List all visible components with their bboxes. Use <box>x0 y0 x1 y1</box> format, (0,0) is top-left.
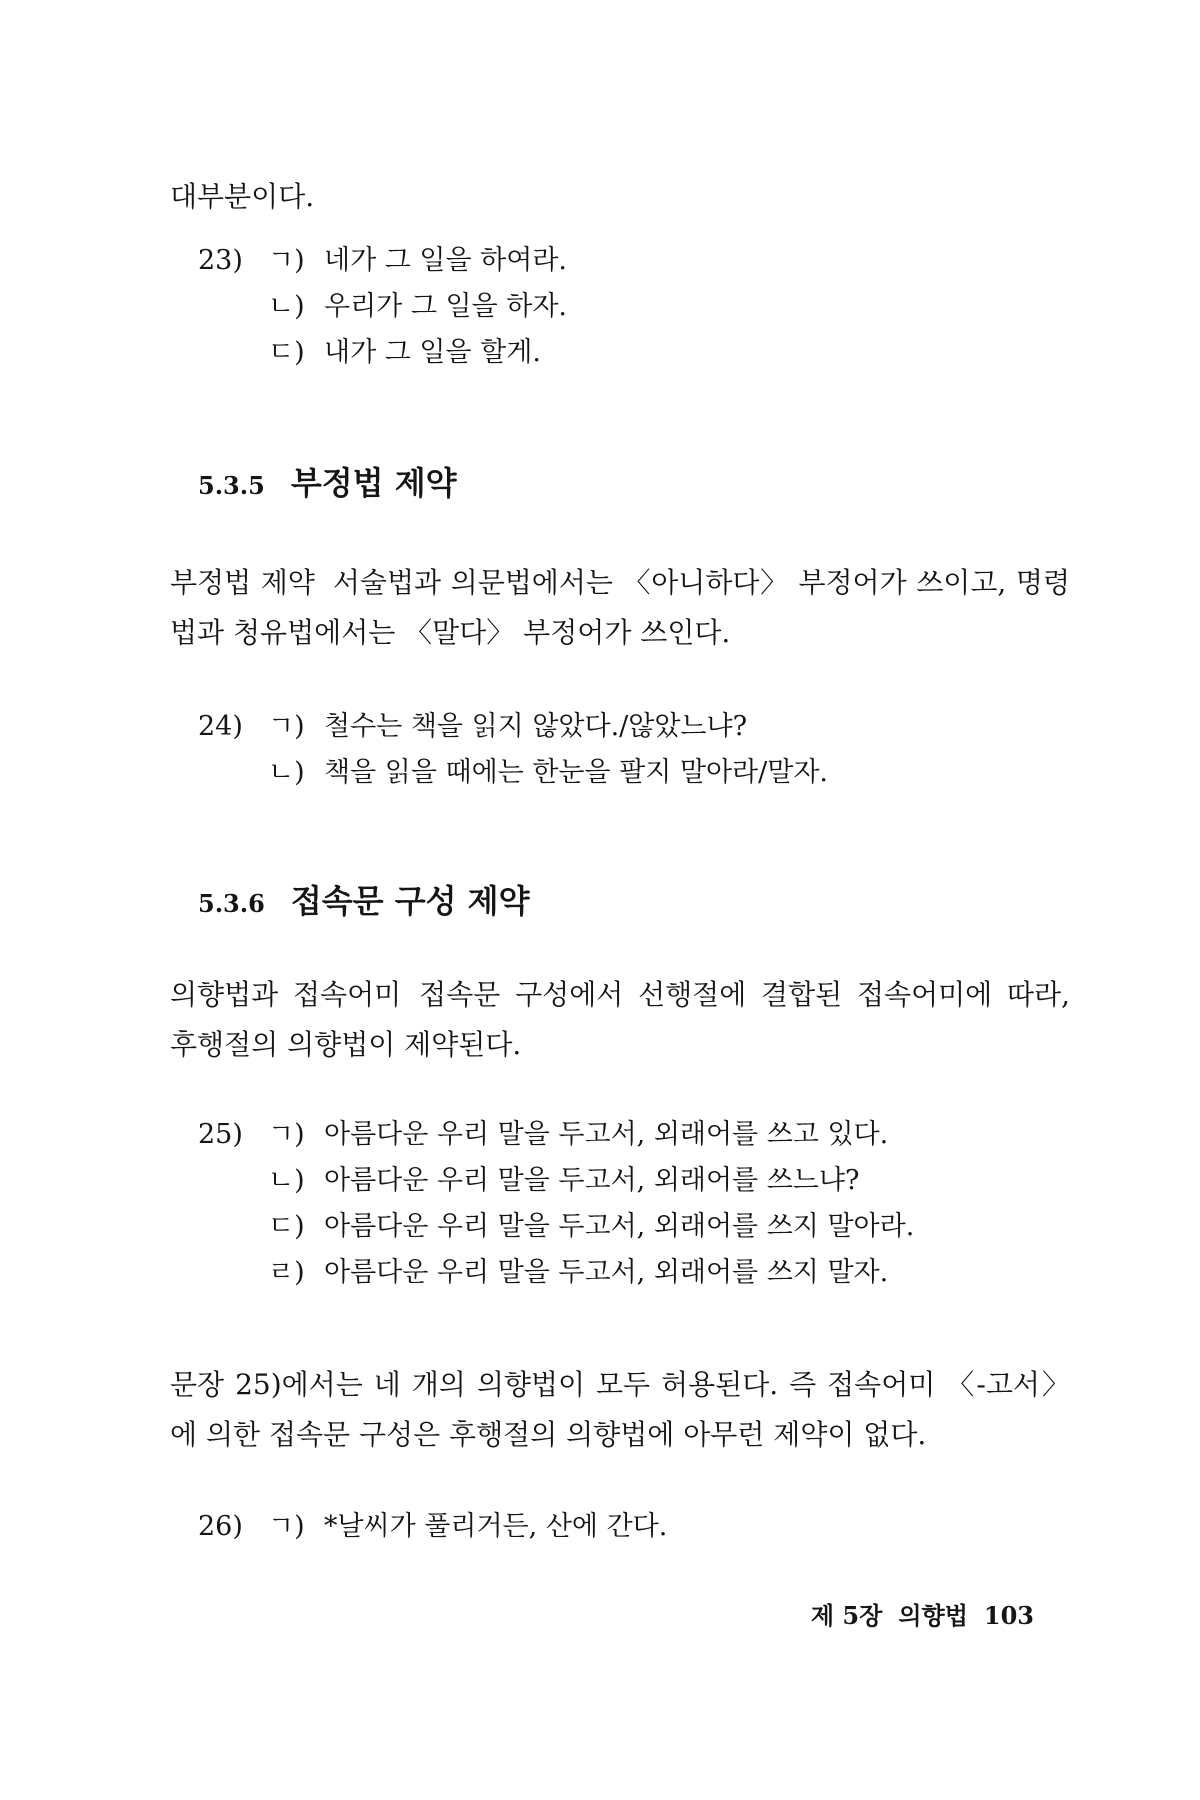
example-row <box>198 284 1058 330</box>
example-mark: ㄱ) <box>268 1511 305 1542</box>
running-footer <box>795 1596 1034 1631</box>
example-text: 아름다운 우리 말을 두고서, 외래어를 쓰고 있다. <box>324 1119 889 1150</box>
example-row <box>198 704 1058 750</box>
example-25 <box>198 1112 1058 1296</box>
intro-line: 대부분이다. <box>170 180 315 213</box>
example-row <box>198 1504 1058 1550</box>
example-row <box>198 1112 1058 1158</box>
paragraph-lead: 의향법과 접속어미 <box>170 978 402 1011</box>
example-text: 아름다운 우리 말을 두고서, 외래어를 쓰지 말자. <box>324 1257 889 1288</box>
example-number: 23) <box>198 245 243 276</box>
example-row <box>198 330 1058 376</box>
example-mark: ㄱ) <box>268 711 305 742</box>
example-text: 아름다운 우리 말을 두고서, 외래어를 쓰지 말아라. <box>324 1211 915 1242</box>
example-row <box>198 1204 1058 1250</box>
example-number: 25) <box>198 1119 243 1150</box>
section-number: 5.3.6 <box>198 889 265 918</box>
example-text: 우리가 그 일을 하자. <box>324 291 567 322</box>
example-mark: ㄴ) <box>268 291 305 322</box>
footer-title: 의향법 <box>898 1601 968 1630</box>
example-text: 아름다운 우리 말을 두고서, 외래어를 쓰느냐? <box>324 1165 860 1196</box>
example-mark: ㄱ) <box>268 245 305 276</box>
paragraph-conjunctive <box>170 970 1070 1070</box>
section-heading-5-3-6 <box>198 878 529 927</box>
example-mark: ㄹ) <box>268 1257 305 1288</box>
paragraph-text: 접속문 구성에서 선행절에 결합된 접속어미에 따라, 후행절의 의향법이 제약된다. <box>170 978 1070 1061</box>
example-mark: ㄱ) <box>268 1119 305 1150</box>
paragraph-text: 서술법과 의문법에서는 〈아니하다〉 부정어가 쓰이고, 명령법과 청유법에서는 〈말다〉 부정어가 쓰인다. <box>170 566 1070 649</box>
example-mark: ㄷ) <box>268 337 305 368</box>
paragraph-lead: 부정법 제약 <box>170 566 315 599</box>
section-title: 접속문 구성 제약 <box>290 882 530 920</box>
example-26 <box>198 1504 1058 1550</box>
example-mark: ㄷ) <box>268 1211 305 1242</box>
example-row <box>198 1250 1058 1296</box>
example-23 <box>198 238 1058 376</box>
section-number: 5.3.5 <box>198 471 265 500</box>
paragraph-negation <box>170 558 1070 658</box>
example-row <box>198 238 1058 284</box>
example-number: 24) <box>198 711 243 742</box>
example-mark: ㄴ) <box>268 1165 305 1196</box>
section-heading-5-3-5 <box>198 460 457 509</box>
example-row <box>198 750 1058 796</box>
example-text: *날씨가 풀리거든, 산에 간다. <box>324 1511 668 1542</box>
section-title: 부정법 제약 <box>290 464 457 502</box>
example-text: 철수는 책을 읽지 않았다./않았느냐? <box>324 711 748 742</box>
example-row <box>198 1158 1058 1204</box>
example-text: 내가 그 일을 할게. <box>324 337 541 368</box>
paragraph-example-25-comment: 문장 25)에서는 네 개의 의향법이 모두 허용된다. 즉 접속어미 〈-고서〉에 의한 접속문 구성은 후행절의 의향법에 아무런 제약이 없다. <box>170 1368 1070 1451</box>
example-mark: ㄴ) <box>268 757 305 788</box>
example-text: 네가 그 일을 하여라. <box>324 245 567 276</box>
example-text: 책을 읽을 때에는 한눈을 팔지 말아라/말자. <box>324 757 828 788</box>
footer-chapter: 제 5장 <box>810 1601 883 1630</box>
example-24 <box>198 704 1058 796</box>
page-number: 103 <box>983 1601 1034 1630</box>
example-number: 26) <box>198 1511 243 1542</box>
